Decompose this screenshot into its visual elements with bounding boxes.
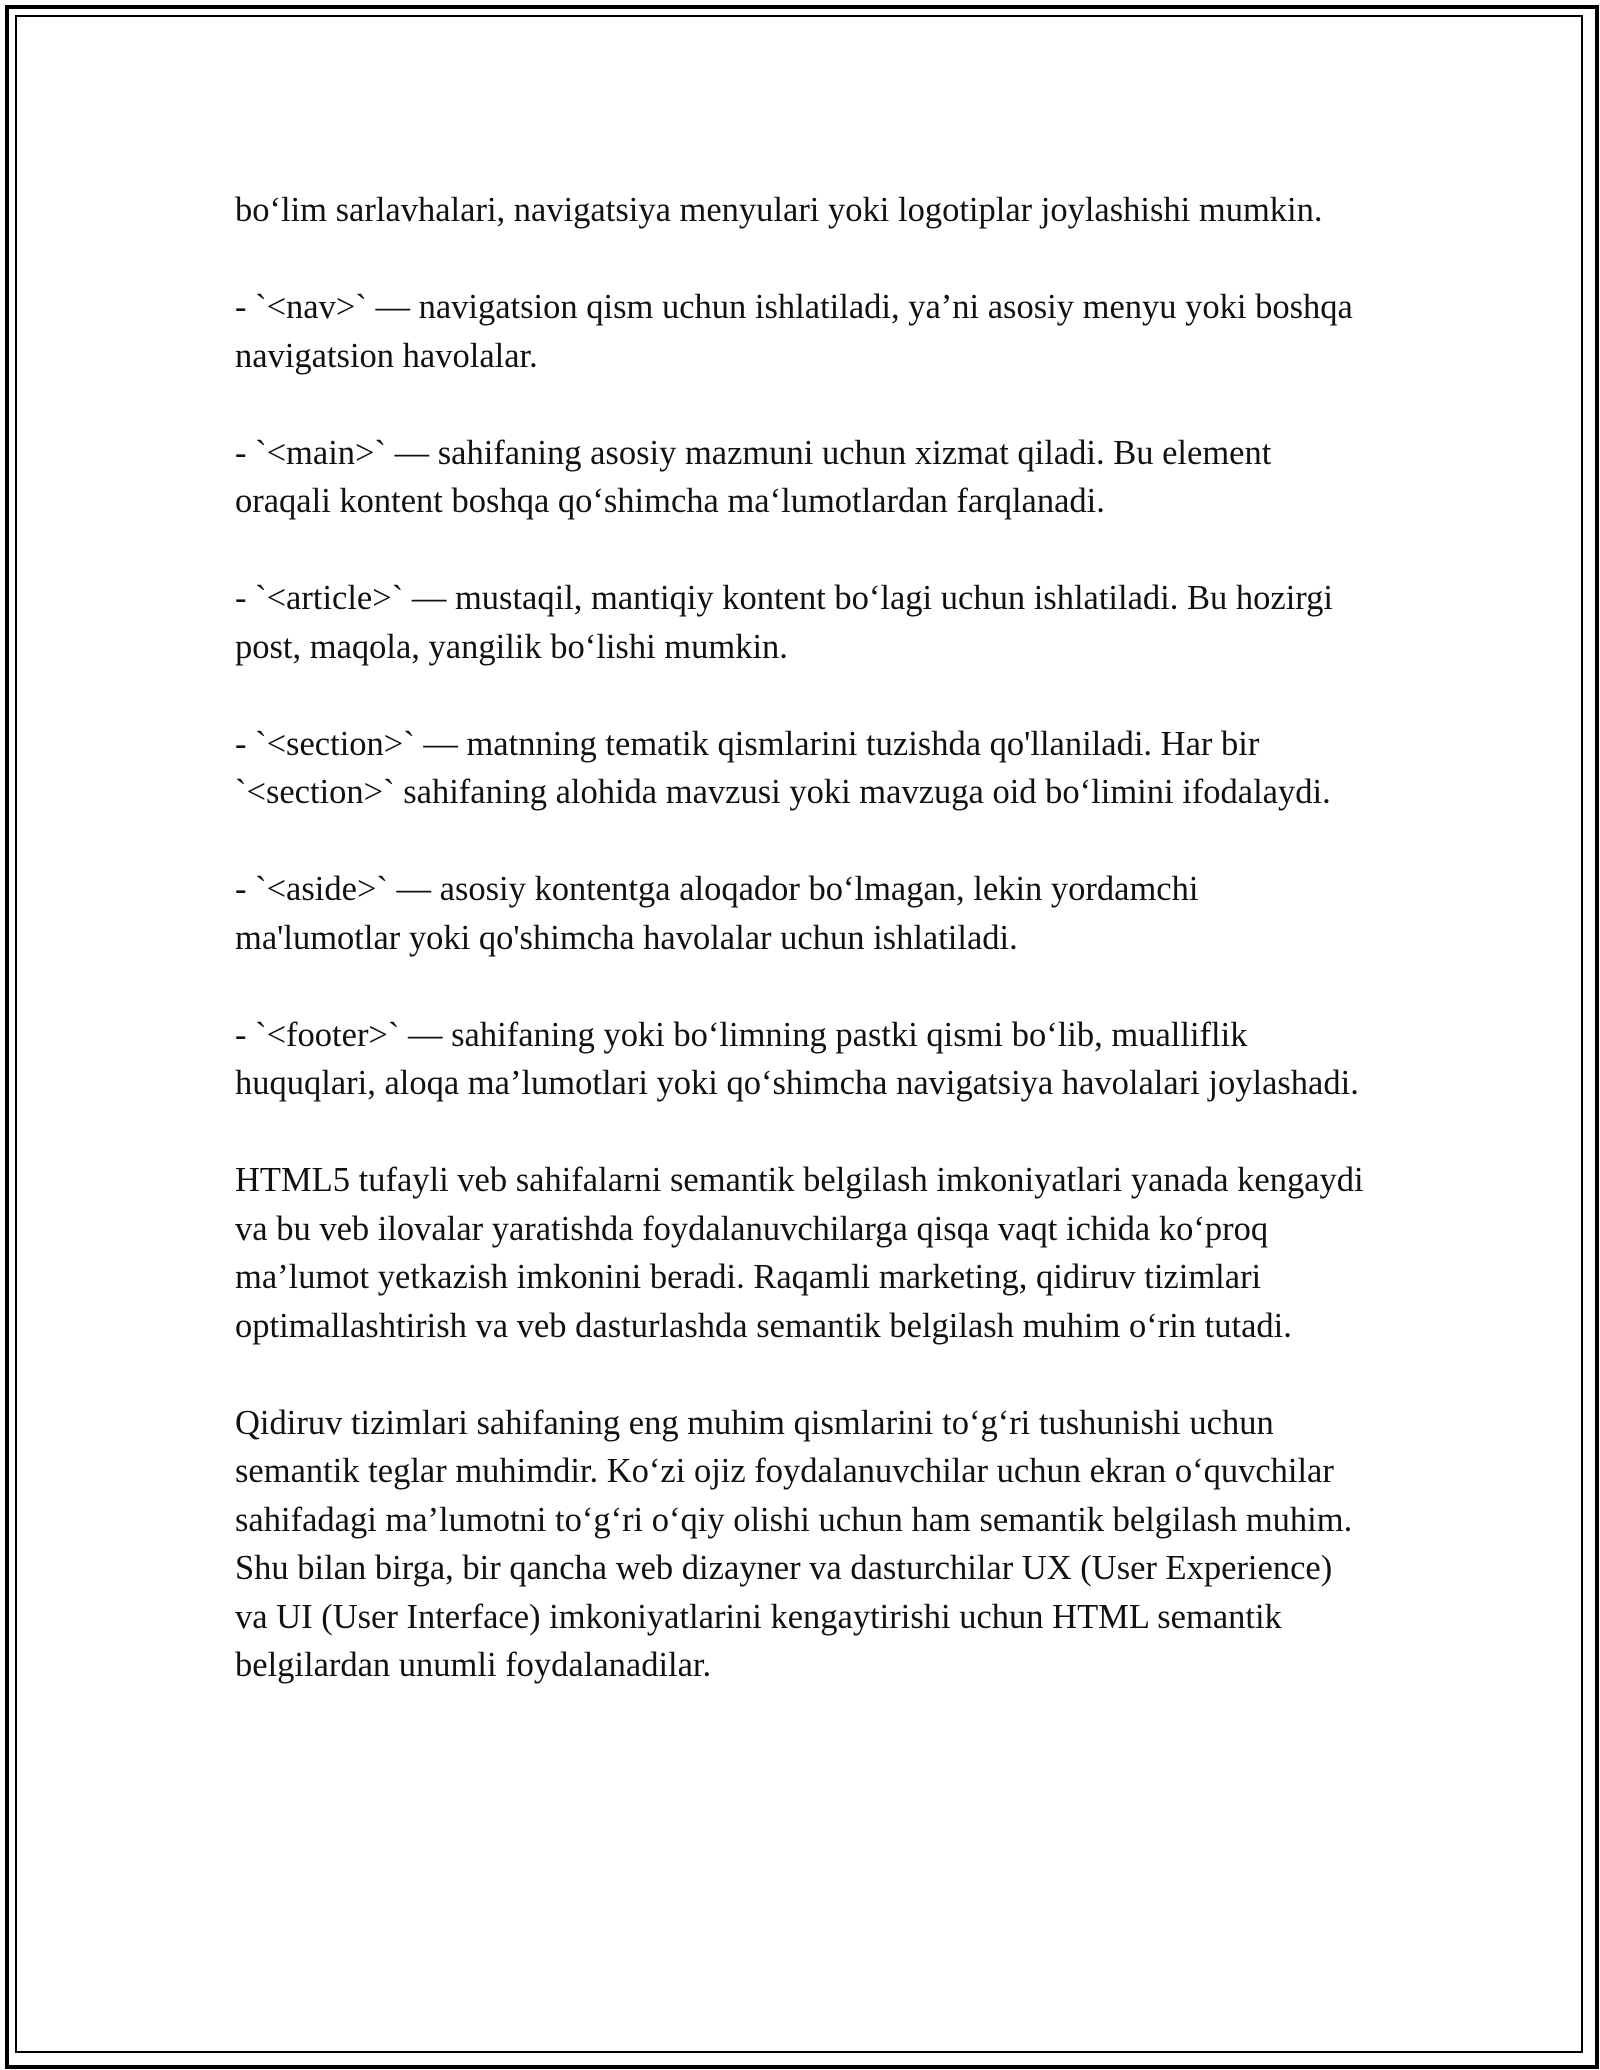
list-item-aside: - `<aside>` — asosiy kontentga aloqador bo‘lmagan, lekin yordamchi ma'lumotlar yoki qo'shimcha havolalar uchun ishlatiladi. (235, 870, 1199, 957)
list-item-main: - `<main>` — sahifaning asosiy mazmuni uchun xizmat qiladi. Bu element oraqali kontent boshqa qo‘shimcha ma‘lumotlardan farqlanadi. (235, 433, 1272, 520)
list-item-nav: - `<nav>` — navigatsion qism uchun ishlatiladi, ya’ni asosiy menyu yoki boshqa navigatsion havolalar. (235, 288, 1353, 375)
document-body (235, 186, 1365, 1690)
paragraph-continuation: bo‘lim sarlavhalari, navigatsiya menyulari yoki logotiplar joylashishi mumkin. (235, 191, 1323, 229)
paragraph-html5: HTML5 tufayli veb sahifalarni semantik belgilash imkoniyatlari yanada kengaydi va bu veb ilovalar yaratishda foydalanuvchilarga qisqa vaqt ichida ko‘proq ma’lumot yetkazish imkonini beradi. Raqamli marketing, qidiruv tizimlari optimallashtirish va veb dasturlashda semantik belgilash muhim o‘rin tutadi. (235, 1161, 1364, 1345)
list-item-footer: - `<footer>` — sahifaning yoki bo‘limning pastki qismi bo‘lib, mualliflik huquqlari, aloqa ma’lumotlari yoki qo‘shimcha navigatsiya havolalari joylashadi. (235, 1015, 1359, 1102)
list-item-section: - `<section>` — matnning tematik qismlarini tuzishda qo'llaniladi. Har bir `<section>` sahifaning alohida mavzusi yoki mavzuga oid bo‘limini ifodalaydi. (235, 724, 1331, 811)
list-item-article: - `<article>` — mustaqil, mantiqiy kontent bo‘lagi uchun ishlatiladi. Bu hozirgi post, maqola, yangilik bo‘lishi mumkin. (235, 579, 1333, 666)
paragraph-search-engines: Qidiruv tizimlari sahifaning eng muhim qismlarini to‘g‘ri tushunishi uchun semantik teglar muhimdir. Ko‘zi ojiz foydalanuvchilar uchun ekran o‘quvchilar sahifadagi ma’lumotni to‘g‘ri o‘qiy olishi uchun ham semantik belgilash muhim. Shu bilan birga, bir qancha web dizayner va dasturchilar UX (User Experience) va UI (User Interface) imkoniyatlarini kengaytirishi uchun HTML semantik belgilardan unumli foydalanadilar. (235, 1403, 1353, 1684)
